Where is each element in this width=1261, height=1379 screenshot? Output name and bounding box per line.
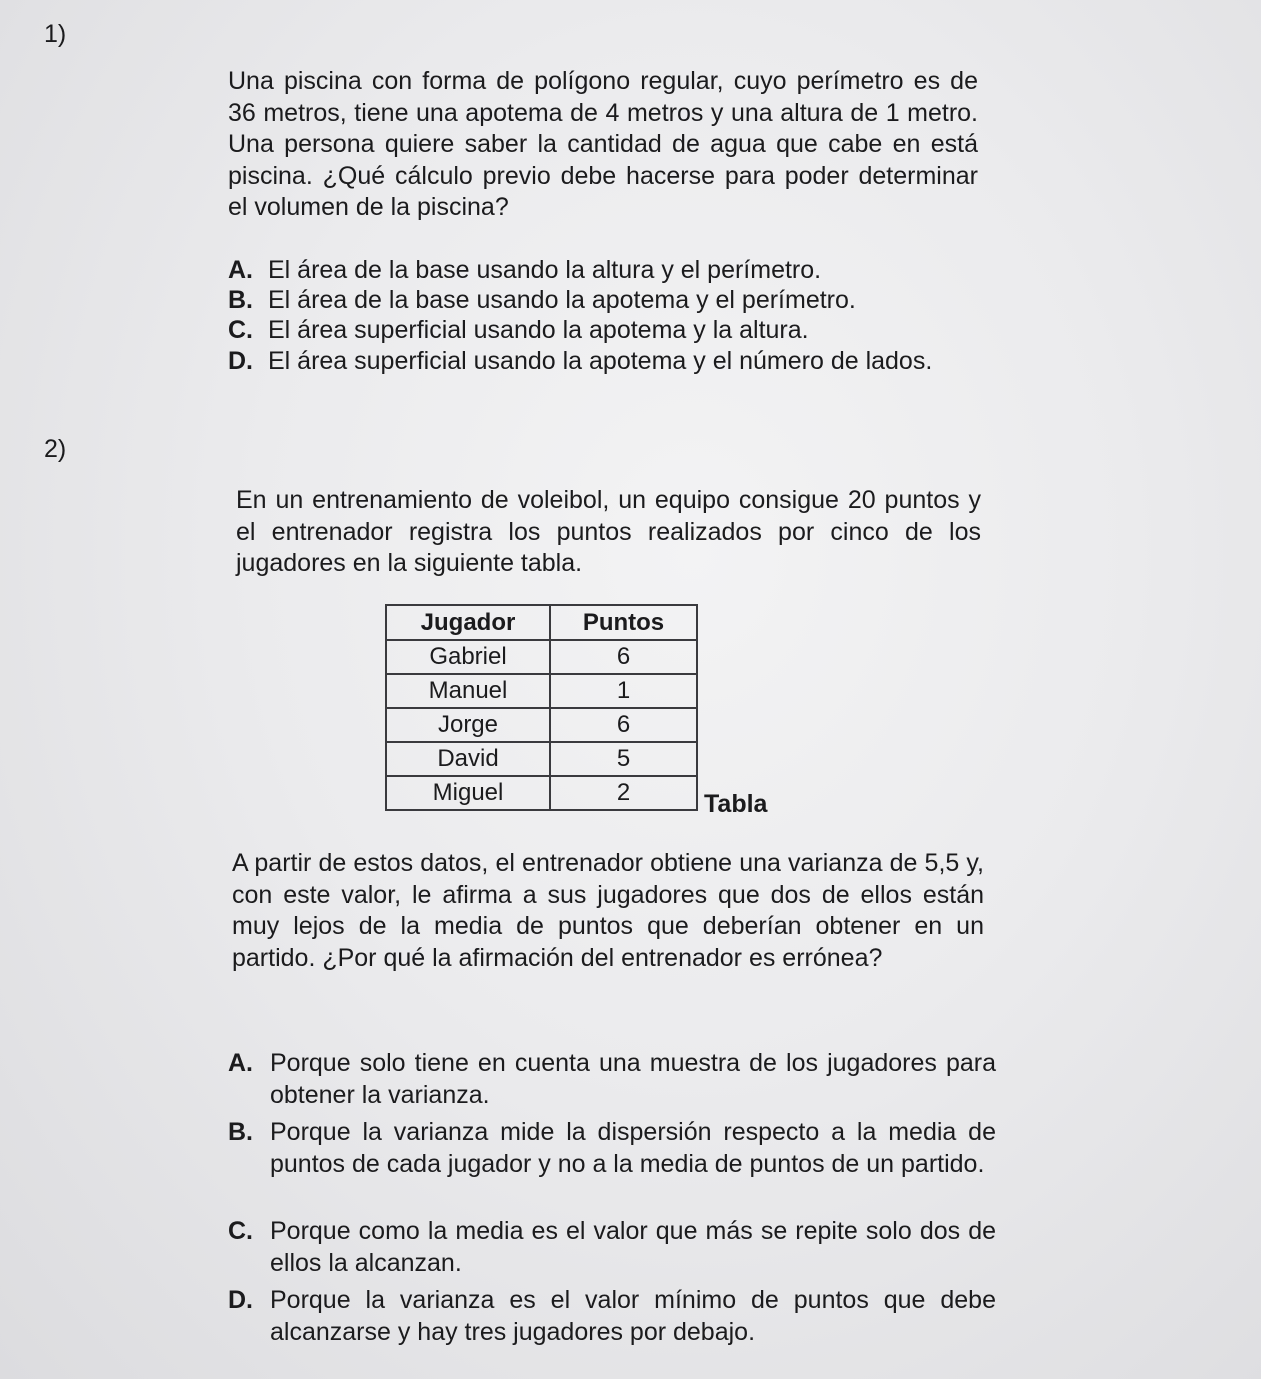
table-cell-player: Manuel [386,674,550,708]
option-text: El área de la base usando la altura y el perímetro. [268,256,822,284]
option-text: Porque como la media es el valor que más se repite solo dos de ellos la alcanzan. [270,1217,996,1277]
table-cell-player: Miguel [386,776,550,810]
option-letter: C. [228,1217,253,1245]
table-cell-points: 1 [550,674,697,708]
question-1-statement: Una piscina con forma de polígono regular, cuyo perímetro es de 36 metros, tiene una apotema de 4 metros y una altura de 1 metro. Una persona quiere saber la cantidad de agua que cabe en está piscina. ¿Qué cálculo previo debe hacerse para poder determinar el volumen de la piscina? [228,67,978,221]
table-cell-player: Jorge [386,708,550,742]
table-row [386,708,697,742]
table-row [386,742,697,776]
table-caption: Tabla [704,790,768,818]
question-1-number: 1) [44,20,67,48]
question-2-statement: A partir de estos datos, el entrenador obtiene una varianza de 5,5 y, con este valor, le afirma a sus jugadores que dos de ellos están muy lejos de la media de puntos que deberían obtener en un partido. ¿Por qué la afirmación del entrenador es errónea? [232,849,984,972]
table-cell-points: 2 [550,776,697,810]
question-2-intro: En un entrenamiento de voleibol, un equipo consigue 20 puntos y el entrenador registra los puntos realizados por cinco de los jugadores en la siguiente tabla. [236,486,981,577]
table-header-player: Jugador [386,605,550,640]
table-row [386,640,697,674]
question-1-option-b [228,285,978,317]
option-text: El área superficial usando la apotema y la altura. [268,316,809,344]
question-2-option-b [228,1117,996,1180]
table-row [386,674,697,708]
option-text: El área superficial usando la apotema y el número de lados. [268,347,933,375]
option-letter: C. [228,316,253,344]
table-cell-points: 5 [550,742,697,776]
option-letter: B. [228,1118,253,1146]
question-2-number: 2) [44,435,67,463]
table-cell-points: 6 [550,640,697,674]
table-header-row [386,605,697,640]
option-text: Porque la varianza es el valor mínimo de puntos que debe alcanzarse y hay tres jugadores por debajo. [270,1286,996,1346]
table-cell-points: 6 [550,708,697,742]
table-cell-player: Gabriel [386,640,550,674]
question-1-option-c [228,315,978,347]
option-text: Porque la varianza mide la dispersión respecto a la media de puntos de cada jugador y no a la media de puntos de un partido. [270,1118,996,1178]
question-2-option-a [228,1048,996,1111]
question-2-option-d [228,1285,996,1348]
option-letter: B. [228,286,253,314]
option-letter: A. [228,1049,253,1077]
option-text: El área de la base usando la apotema y el perímetro. [268,286,856,314]
table-cell-player: David [386,742,550,776]
option-letter: A. [228,256,253,284]
option-letter: D. [228,347,253,375]
option-text: Porque solo tiene en cuenta una muestra de los jugadores para obtener la varianza. [270,1049,996,1109]
question-1-option-a [228,255,978,287]
points-table [385,604,698,811]
question-2-option-c [228,1216,996,1279]
table-row [386,776,697,810]
option-letter: D. [228,1286,253,1314]
question-1-option-d [228,346,978,378]
table-header-points: Puntos [550,605,697,640]
